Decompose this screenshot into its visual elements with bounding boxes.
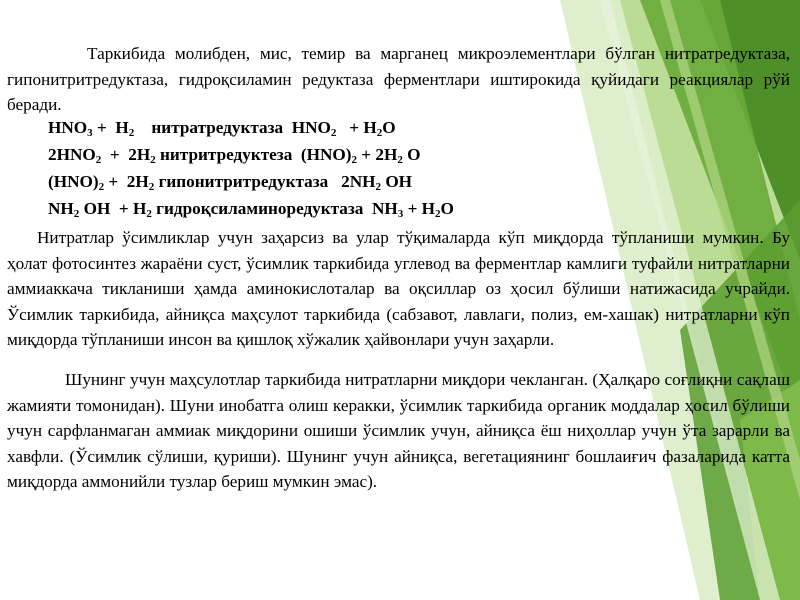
equation-subscript: 2 xyxy=(375,181,382,193)
equation-text: гипонитритредуктаза 2NH xyxy=(154,172,376,191)
equation-subscript: 2 xyxy=(397,154,403,166)
equation-text: O xyxy=(402,145,421,164)
equation-text: гидроқсиламинoредуктаза NH xyxy=(151,199,398,218)
equation-text: O xyxy=(440,199,454,218)
equation-text: + H xyxy=(92,118,129,137)
equation-subscript: 2 xyxy=(146,208,152,220)
equation-subscript: 2 xyxy=(148,181,155,193)
equation-nitrite-reductase xyxy=(48,142,421,168)
equation-subscript: 2 xyxy=(95,154,102,166)
equation-subscript: 2 xyxy=(435,208,441,220)
equation-subscript: 3 xyxy=(87,127,93,139)
equation-subscript: 3 xyxy=(397,208,404,220)
equation-text: HNO xyxy=(48,118,88,137)
limits-paragraph: Шунинг учун маҳсулотлар таркибида нитратларни миқдори чекланган. (Ҳалқаро соғлиқни сақлаш жамияти томонидан). Шуни инобатга олиш керакки, ўсимлик таркибида органик моддалар ҳосил бўлиши учун сарфланмаган аммиак миқдорини ошиши ўсимлик учун, айниқса ёш ниҳоллар учун ўта зарарли ва хавфли. (Ўсимлик сўлиши, қуриши). Шунинг учун айниқса, вегетациянинг бошлаиғич фазаларида катта миқдорда аммонийли тузлар бериш мумкин эмас). xyxy=(7,370,790,491)
equation-text: + 2H xyxy=(101,145,151,164)
equation-nitrate-reductase xyxy=(48,115,396,141)
equation-subscript: 2 xyxy=(128,127,135,139)
equation-hydroxylamine-reductase xyxy=(48,196,454,222)
equation-subscript: 2 xyxy=(330,127,337,139)
equation-text: + H xyxy=(336,118,377,137)
equation-text: + 2H xyxy=(104,172,149,191)
equation-subscript: 2 xyxy=(98,181,105,193)
equation-text: O xyxy=(382,118,396,137)
equation-text: нитритредуктеза (HNO) xyxy=(155,145,352,164)
equation-text: 2HNO xyxy=(48,145,96,164)
equation-subscript: 2 xyxy=(376,127,383,139)
equation-subscript: 2 xyxy=(150,154,156,166)
equation-subscript: 2 xyxy=(351,154,357,166)
nitrates-paragraph: Нитратлар ўсимликлар учун заҳарсиз ва улар тўқималарда кўп миқдорда тўпланиши мумкин. Бу ҳолат фотосинтез жараёни суст, ўсимлик таркибида углевод ва ферментлар камлиги туфайли нитратларни аммиаккача тикланиши ҳамда аминокислоталар ва оқсиллар оз ҳосил бўлиши натижасида учрайди. Ўсимлик таркибида, айниқса маҳсулот таркибида (сабзавот, лавлаги, полиз, ем-хашак) нитратларни кўп миқдорда тўпланиши инсон ва қишлоқ хўжалик ҳайвонлари учун заҳарли. xyxy=(7,228,790,349)
equation-text: + 2H xyxy=(357,145,398,164)
equation-text: нитратредуктаза HNO xyxy=(134,118,331,137)
equation-text: OH xyxy=(381,172,413,191)
equation-subscript: 2 xyxy=(73,208,80,220)
equation-text: + H xyxy=(403,199,436,218)
equation-text: OH + H xyxy=(79,199,147,218)
equation-text: (HNO) xyxy=(48,172,99,191)
intro-paragraph: Таркибида молибден, мис, темир ва марганец микроэлементлари бўлган нитратредуктаза, гипонитритредуктаза, гидроқсиламин редуктаза ферментлари иштирокида қуйидаги реакциялар рўй беради. xyxy=(7,44,790,114)
equation-hyponitrite-reductase xyxy=(48,169,412,195)
equation-text: NH xyxy=(48,199,74,218)
